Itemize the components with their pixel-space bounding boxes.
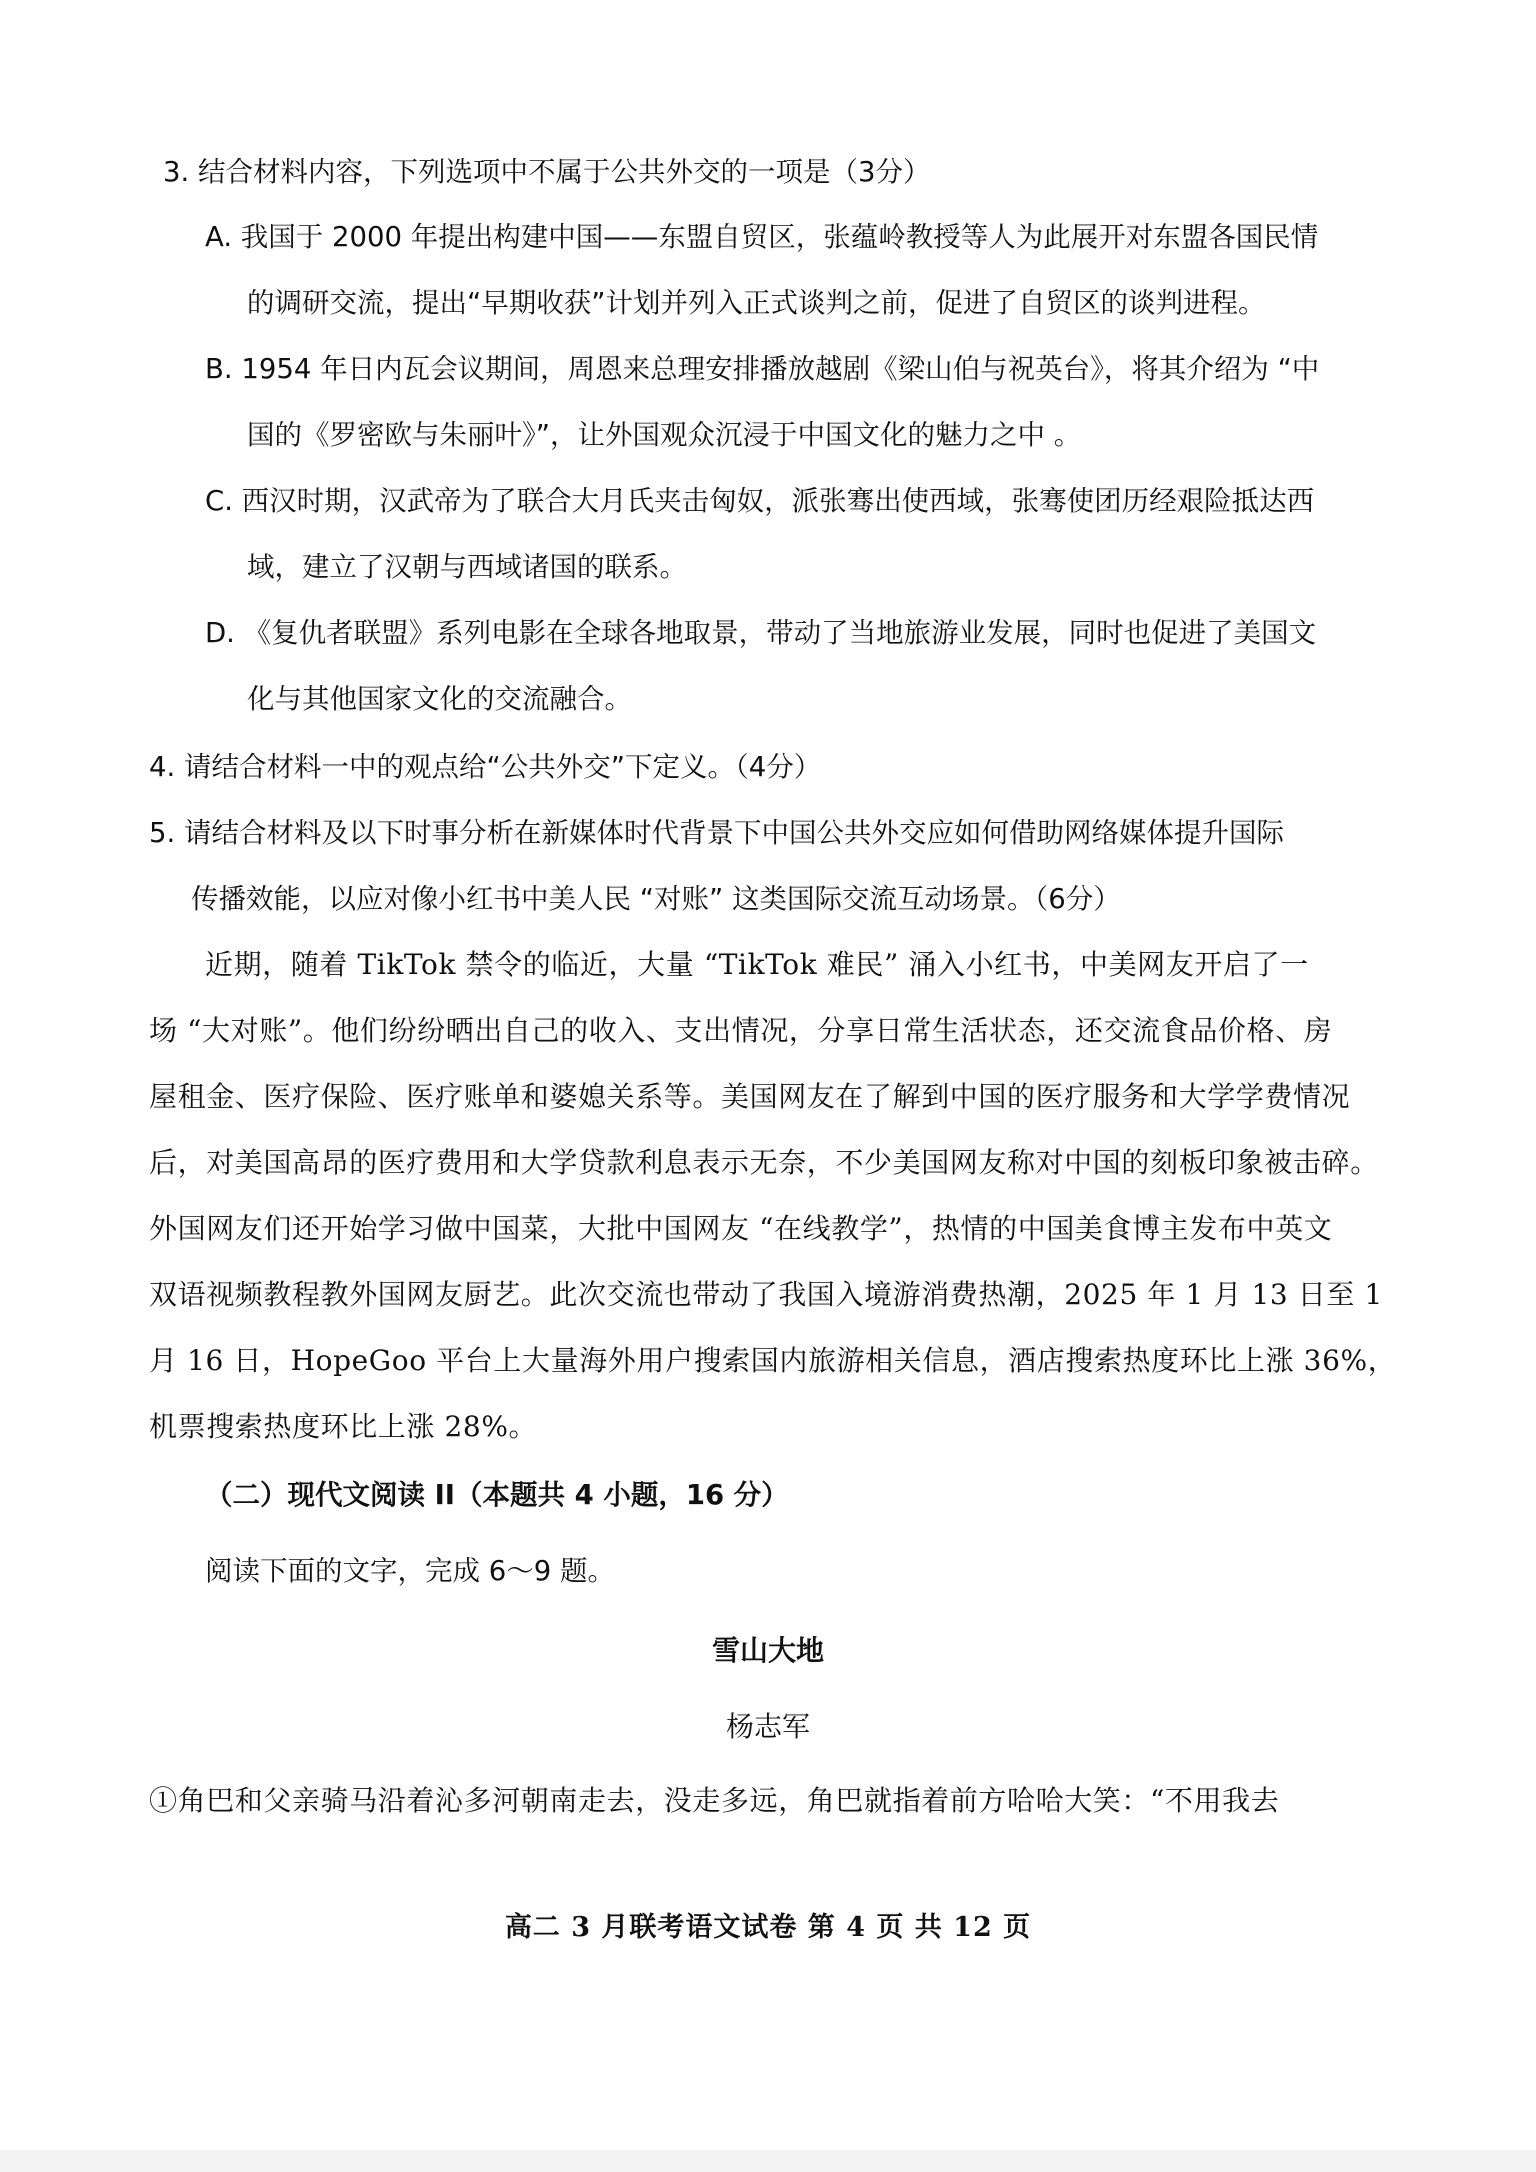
news-passage-line: 近期，随着 TikTok 禁令的临近，大量 “TikTok 难民” 涌入小红书，中美网友开启了一 xyxy=(205,948,1309,981)
q3-option-a-line1: A. 我国于 2000 年提出构建中国——东盟自贸区，张蕴岭教授等人为此展开对东盟各国民情 xyxy=(205,221,1319,253)
q3-stem: 3. 结合材料内容，下列选项中不属于公共外交的一项是（3分） xyxy=(163,156,931,188)
news-passage-line: 后，对美国高昂的医疗费用和大学贷款利息表示无奈，不少美国网友称对中国的刻板印象被击碎。 xyxy=(149,1146,1379,1179)
q5-stem-line2: 传播效能，以应对像小红书中美人民 “对账” 这类国际交流互动场景。（6分） xyxy=(191,883,1121,915)
section-heading: （二）现代文阅读 II（本题共 4 小题，16 分） xyxy=(205,1479,789,1511)
story-first-paragraph-line: ①角巴和父亲骑马沿着沁多河朝南走去，没走多远，角巴就指着前方哈哈大笑：“不用我去 xyxy=(149,1784,1280,1817)
q3-option-d-line1: D. 《复仇者联盟》系列电影在全球各地取景，带动了当地旅游业发展，同时也促进了美国文 xyxy=(205,617,1317,649)
news-passage-line: 机票搜索热度环比上涨 28%。 xyxy=(149,1410,538,1443)
news-passage-line: 外国网友们还开始学习做中国菜，大批中国网友 “在线教学”，热情的中国美食博主发布中英文 xyxy=(149,1212,1333,1245)
q5-stem-line1: 5. 请结合材料及以下时事分析在新媒体时代背景下中国公共外交应如何借助网络媒体提升国际 xyxy=(149,817,1284,849)
news-passage-line: 月 16 日，HopeGoo 平台上大量海外用户搜索国内旅游相关信息，酒店搜索热度环比上涨 36%， xyxy=(149,1344,1397,1377)
q4-stem: 4. 请结合材料一中的观点给“公共外交”下定义。（4分） xyxy=(149,751,822,783)
story-title: 雪山大地 xyxy=(711,1634,824,1667)
scan-bottom-edge xyxy=(0,2150,1536,2172)
page-footer: 高二 3 月联考语文试卷 第 4 页 共 12 页 xyxy=(504,1912,1032,1943)
news-passage-line: 场 “大对账”。他们纷纷晒出自己的收入、支出情况，分享日常生活状态，还交流食品价格、房 xyxy=(149,1014,1333,1047)
story-author: 杨志军 xyxy=(725,1710,810,1743)
q3-option-a-line2: 的调研交流，提出“早期收获”计划并列入正式谈判之前，促进了自贸区的谈判进程。 xyxy=(247,287,1266,319)
reading-instruction: 阅读下面的文字，完成 6～9 题。 xyxy=(205,1555,615,1587)
news-passage-line: 屋租金、医疗保险、医疗账单和婆媳关系等。美国网友在了解到中国的医疗服务和大学学费情况 xyxy=(149,1080,1351,1113)
q3-option-b-line2: 国的《罗密欧与朱丽叶》”，让外国观众沉浸于中国文化的魅力之中 。 xyxy=(247,419,1082,451)
news-passage-line: 双语视频教程教外国网友厨艺。此次交流也带动了我国入境游消费热潮，2025 年 1 月 13 日至 1 xyxy=(149,1278,1383,1311)
q3-option-c-line2: 域，建立了汉朝与西域诸国的联系。 xyxy=(247,551,687,583)
q3-option-c-line1: C. 西汉时期，汉武帝为了联合大月氏夹击匈奴，派张骞出使西域，张骞使团历经艰险抵达西 xyxy=(205,485,1315,517)
q3-option-d-line2: 化与其他国家文化的交流融合。 xyxy=(247,683,632,715)
q3-option-b-line1: B. 1954 年日内瓦会议期间，周恩来总理安排播放越剧《梁山伯与祝英台》，将其介绍为 “中 xyxy=(205,353,1320,385)
